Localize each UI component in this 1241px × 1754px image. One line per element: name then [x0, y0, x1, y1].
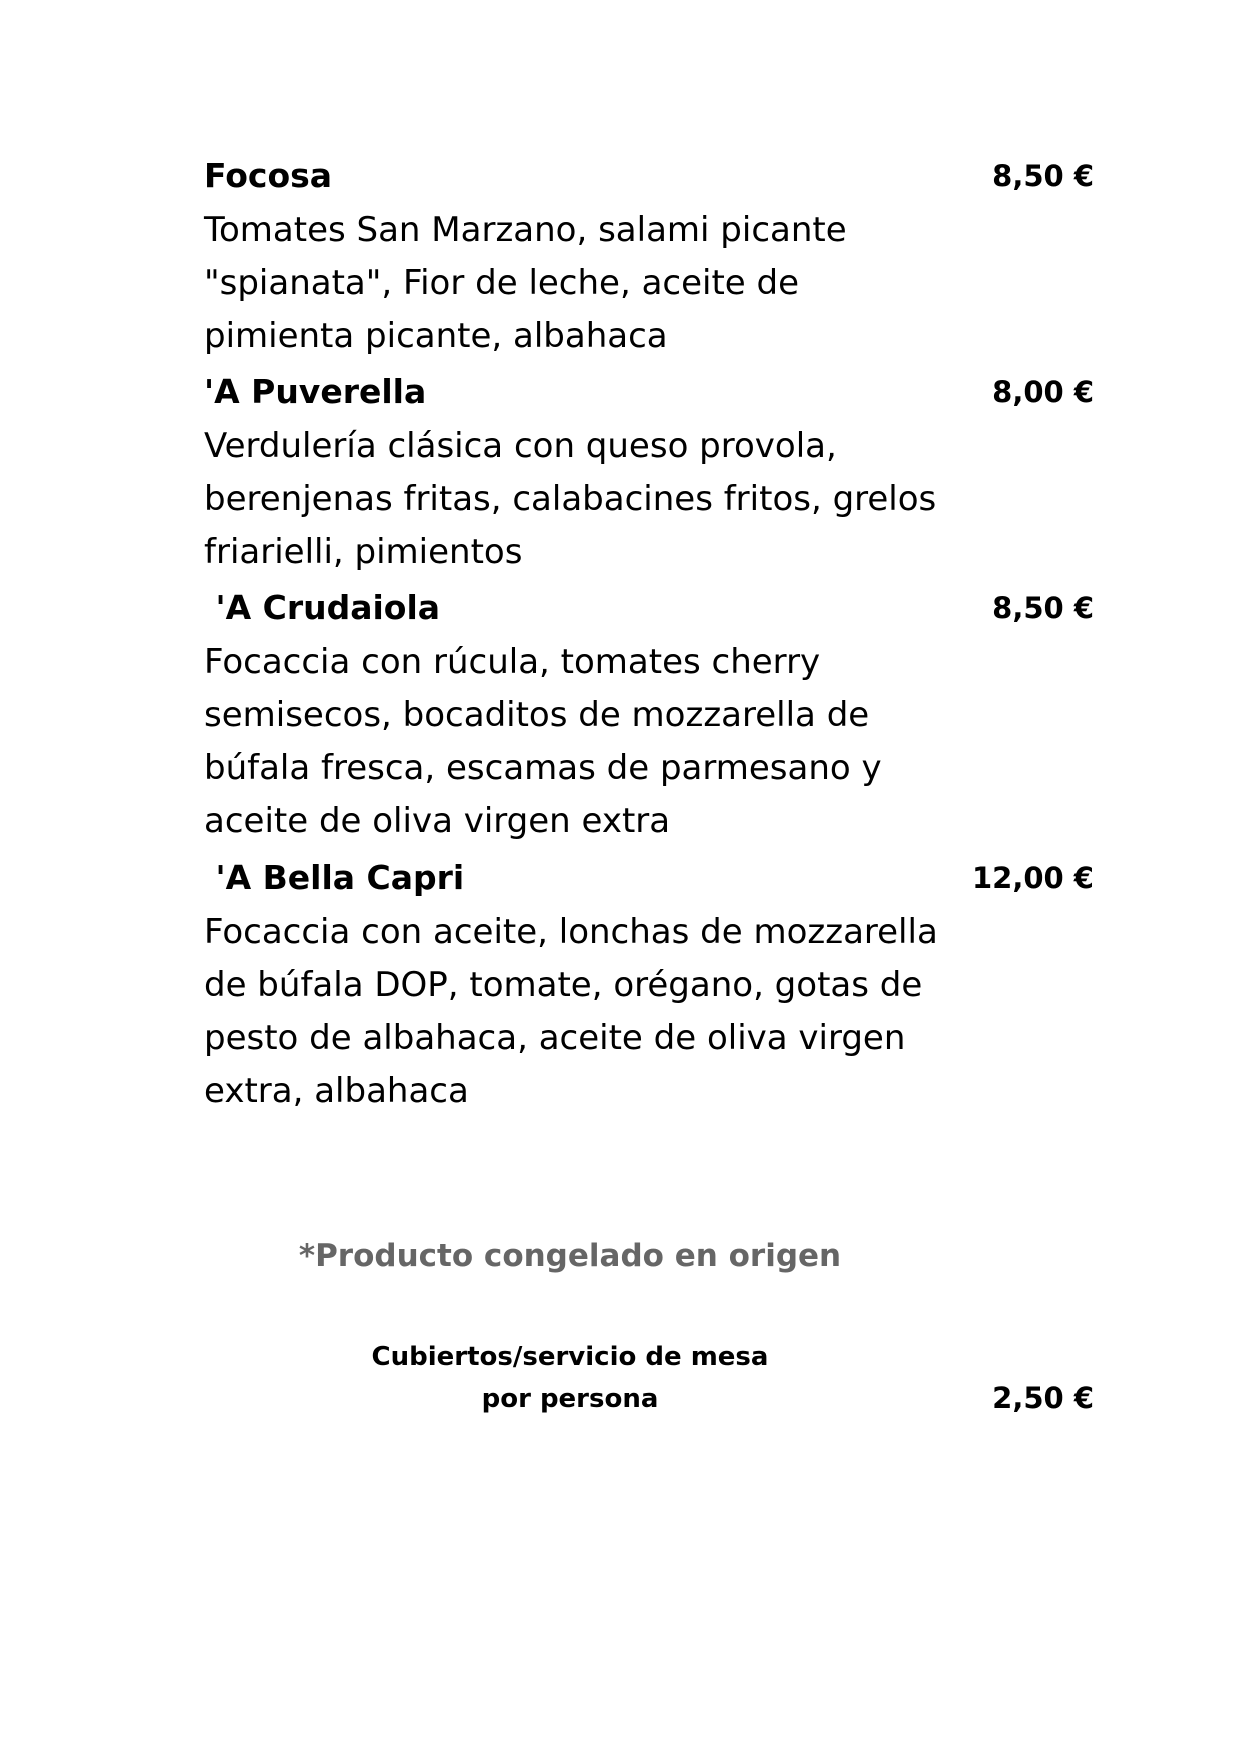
description-line: pimienta picante, albahaca	[204, 316, 668, 356]
item-description	[204, 420, 944, 579]
description-line: Focaccia con rúcula, tomates cherry	[204, 642, 821, 682]
item-price: 8,50 €	[992, 591, 1094, 625]
description-line: Tomates San Marzano, salami picante	[204, 210, 847, 250]
item-description	[204, 204, 944, 363]
description-line: semisecos, bocaditos de mozzarella de	[204, 695, 870, 735]
item-name: 'A Bella Capri	[204, 858, 465, 897]
item-price: 8,00 €	[992, 375, 1094, 409]
item-name: Focosa	[204, 156, 333, 195]
item-price: 12,00 €	[971, 861, 1094, 895]
description-line: búfala fresca, escamas de parmesano y	[204, 748, 882, 788]
item-price: 8,50 €	[992, 159, 1094, 193]
description-line: de búfala DOP, tomate, orégano, gotas de	[204, 965, 923, 1005]
frozen-product-footnote: *Producto congelado en origen	[298, 1238, 842, 1274]
description-line: "spianata", Fior de leche, aceite de	[204, 263, 800, 303]
item-description	[204, 636, 944, 848]
table-service-price: 2,50 €	[992, 1381, 1094, 1415]
description-line: Focaccia con aceite, lonchas de mozzarella	[204, 912, 938, 952]
service-line: Cubiertos/servicio de mesa	[371, 1342, 769, 1372]
item-description	[204, 906, 944, 1118]
table-service-label	[0, 1336, 1140, 1420]
description-line: aceite de oliva virgen extra	[204, 801, 671, 841]
description-line: friarielli, pimientos	[204, 532, 523, 572]
description-line: Verdulería clásica con queso provola,	[204, 426, 837, 466]
service-line: por persona	[481, 1384, 659, 1414]
description-line: extra, albahaca	[204, 1071, 469, 1111]
item-name: 'A Puverella	[204, 372, 427, 411]
item-name: 'A Crudaiola	[204, 588, 441, 627]
description-line: pesto de albahaca, aceite de oliva virgen	[204, 1018, 906, 1058]
description-line: berenjenas fritas, calabacines fritos, grelos	[204, 479, 937, 519]
